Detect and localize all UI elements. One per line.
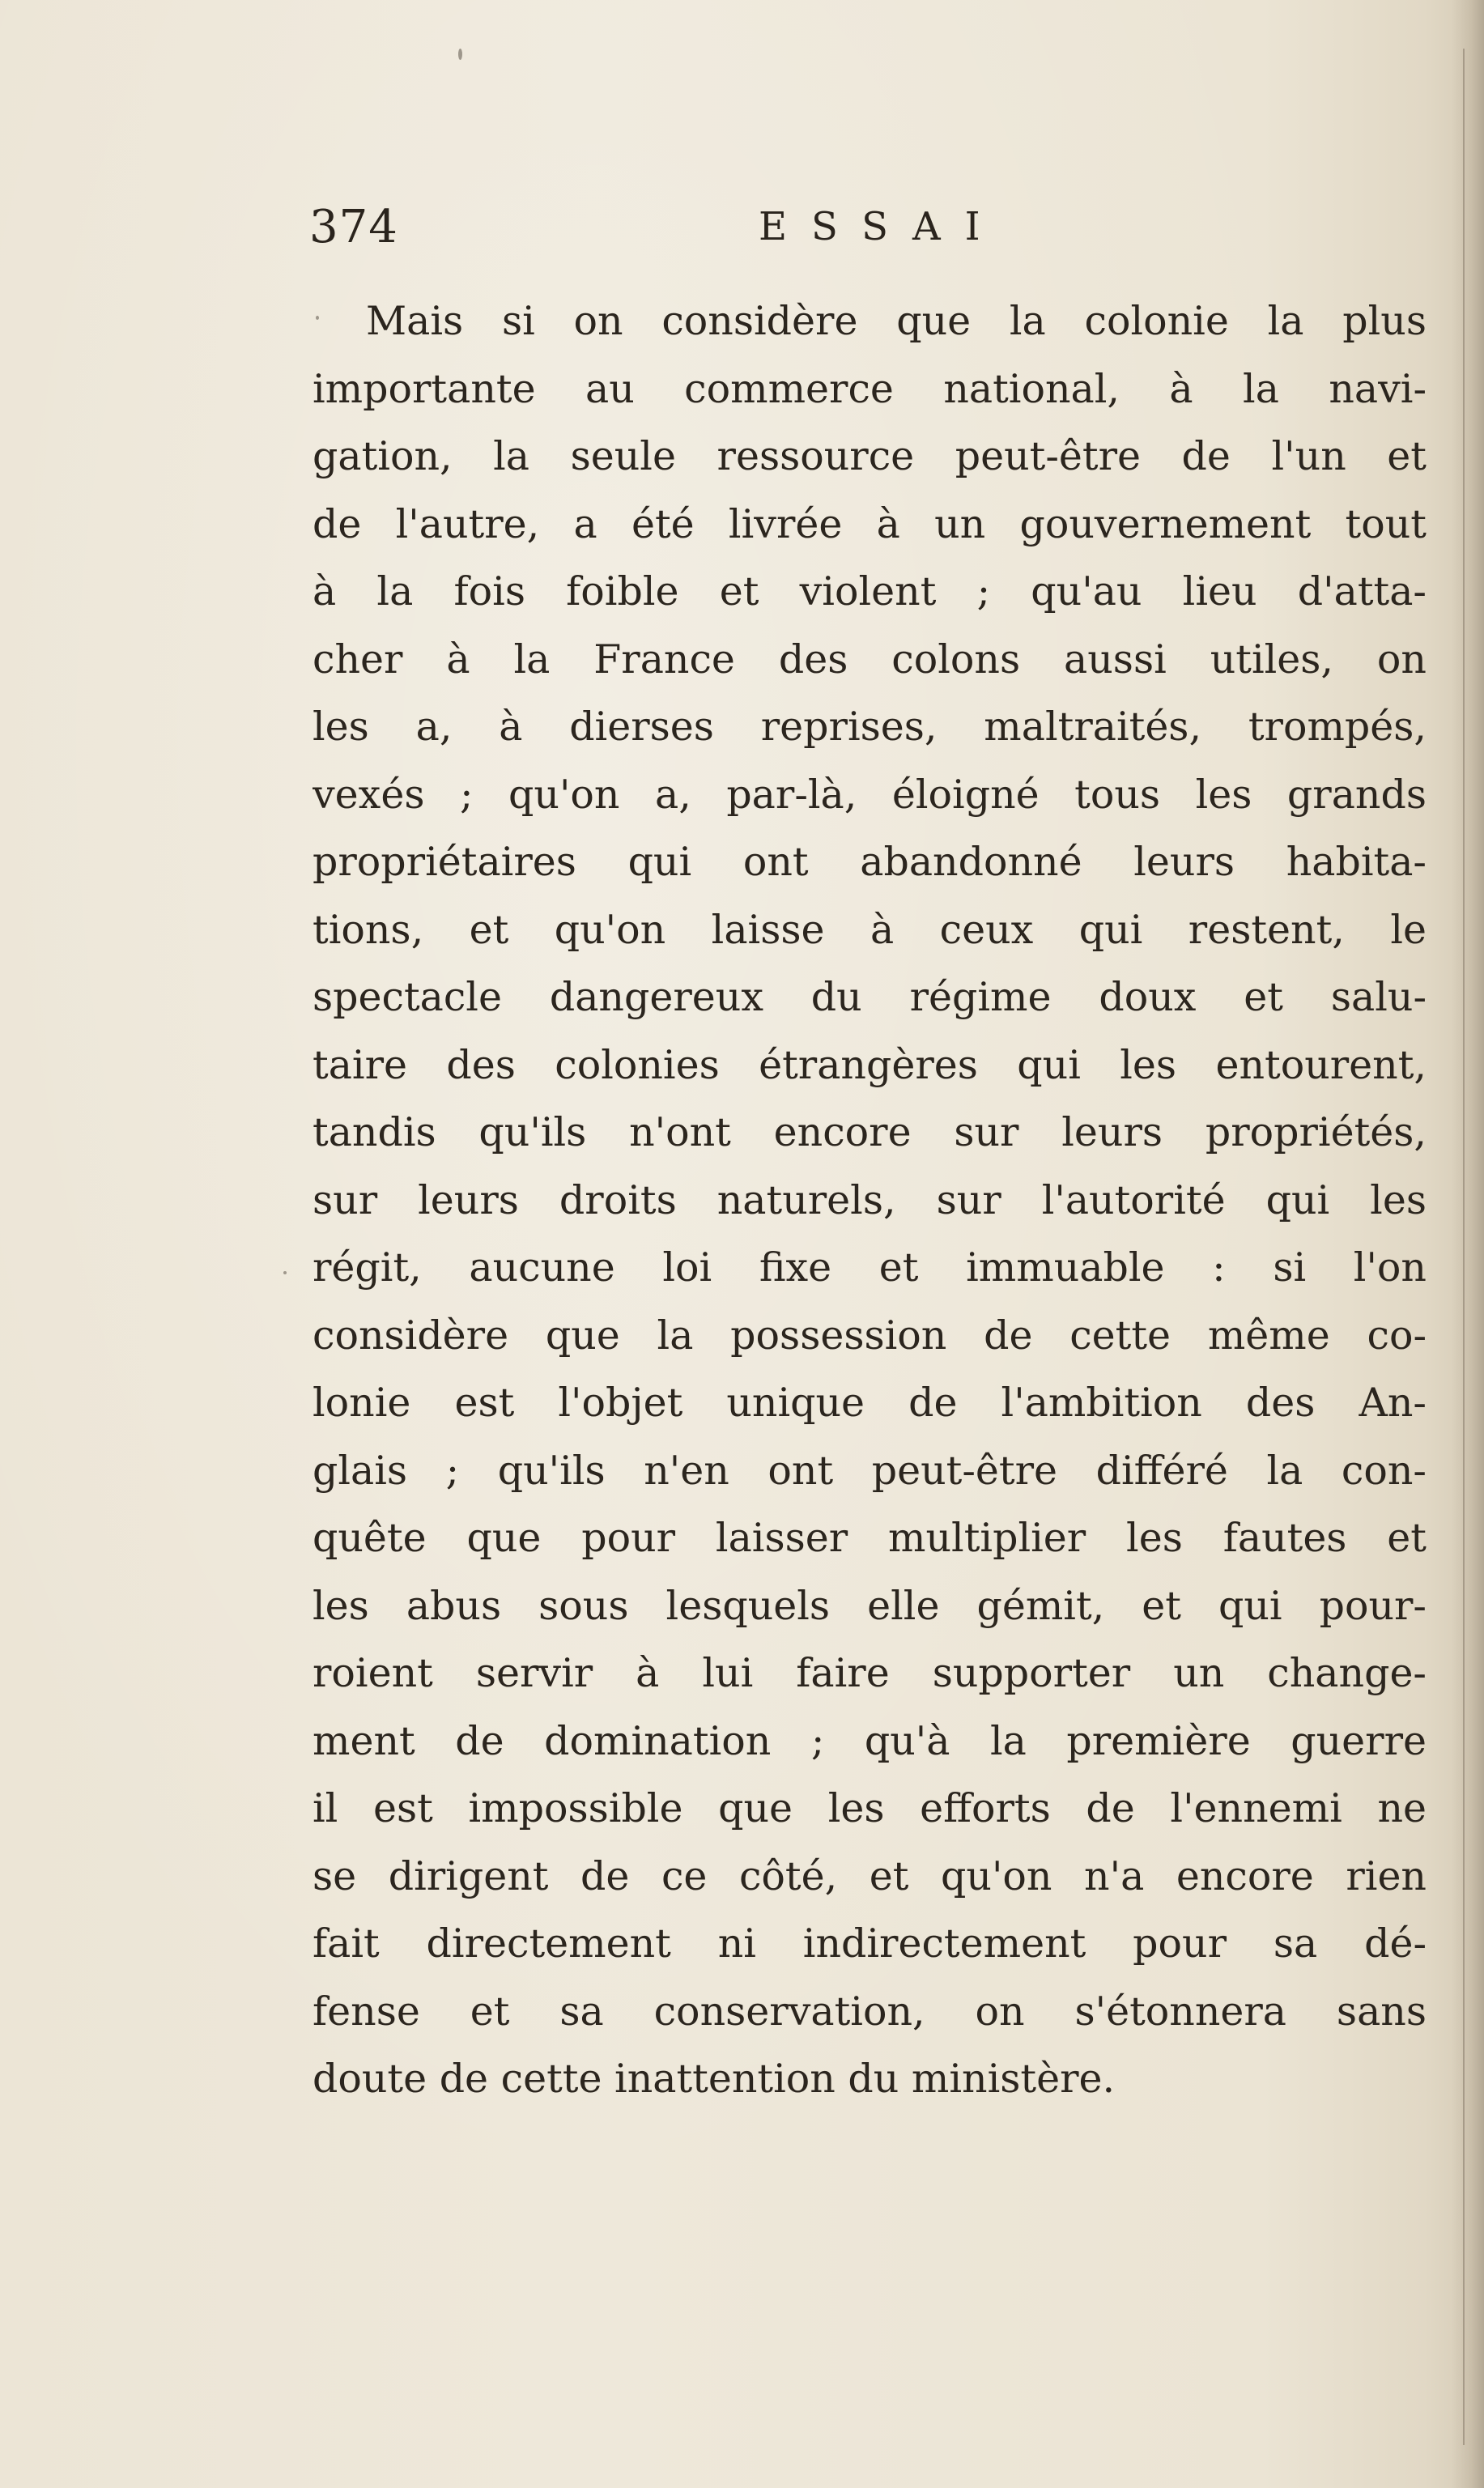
- text-line: à la fois foible et violent ; qu'au lieu d'atta-: [313, 568, 1427, 615]
- text-line: tions, et qu'on laisse à ceux qui restent, le: [313, 906, 1427, 953]
- text-line: roient servir à lui faire supporter un change-: [313, 1650, 1427, 1696]
- text-line: doute de cette inattention du ministère.: [313, 2056, 1116, 2102]
- text-line: il est impossible que les efforts de l'ennemi ne: [313, 1785, 1427, 1831]
- text-line: sur leurs droits naturels, sur l'autorité qui les: [313, 1176, 1427, 1223]
- page-edge-line: [1463, 49, 1465, 2445]
- text-line: vexés ; qu'on a, par-là, éloigné tous les grands: [313, 771, 1427, 818]
- text-line: importante au commerce national, à la navi-: [313, 365, 1427, 412]
- text-line: considère que la possession de cette même co-: [313, 1312, 1427, 1359]
- text-line: les a, à dierses reprises, maltraités, trompés,: [313, 704, 1427, 750]
- text-line: régit, aucune loi fixe et immuable : si l'on: [313, 1244, 1427, 1291]
- text-line: fense et sa conservation, on s'étonnera sans: [313, 1988, 1427, 2035]
- ink-speck: [458, 49, 462, 60]
- running-head: ESSAI: [759, 204, 1005, 249]
- text-line: spectacle dangereux du régime doux et salu-: [313, 974, 1427, 1020]
- text-line: Mais si on considère que la colonie la plus: [366, 298, 1427, 344]
- text-line: de l'autre, a été livrée à un gouvernement tout: [313, 500, 1427, 547]
- text-line: propriétaires qui ont abandonné leurs habita-: [313, 839, 1427, 885]
- page-edge-shadow: [1452, 0, 1484, 2488]
- text-line: se dirigent de ce côté, et qu'on n'a encore rien: [313, 1852, 1427, 1899]
- text-line: fait directement ni indirectement pour sa dé-: [313, 1920, 1427, 1967]
- text-line: les abus sous lesquels elle gémit, et qui pour-: [313, 1582, 1427, 1629]
- text-line: cher à la France des colons aussi utiles, on: [313, 636, 1427, 683]
- text-line: quête que pour laisser multiplier les fautes et: [313, 1515, 1427, 1561]
- text-line: glais ; qu'ils n'en ont peut-être différé la con-: [313, 1447, 1427, 1494]
- text-line: ment de domination ; qu'à la première guerre: [313, 1717, 1427, 1764]
- text-line: tandis qu'ils n'ont encore sur leurs propriétés,: [313, 1109, 1427, 1155]
- text-line: taire des colonies étrangères qui les entourent,: [313, 1041, 1427, 1088]
- ink-speck: [283, 1271, 287, 1274]
- page-number: 374: [309, 201, 398, 253]
- text-line: lonie est l'objet unique de l'ambition des An-: [313, 1380, 1427, 1426]
- text-line: gation, la seule ressource peut-être de l'un et: [313, 433, 1427, 479]
- body-text: [313, 287, 1427, 2113]
- page-header: [309, 201, 1427, 266]
